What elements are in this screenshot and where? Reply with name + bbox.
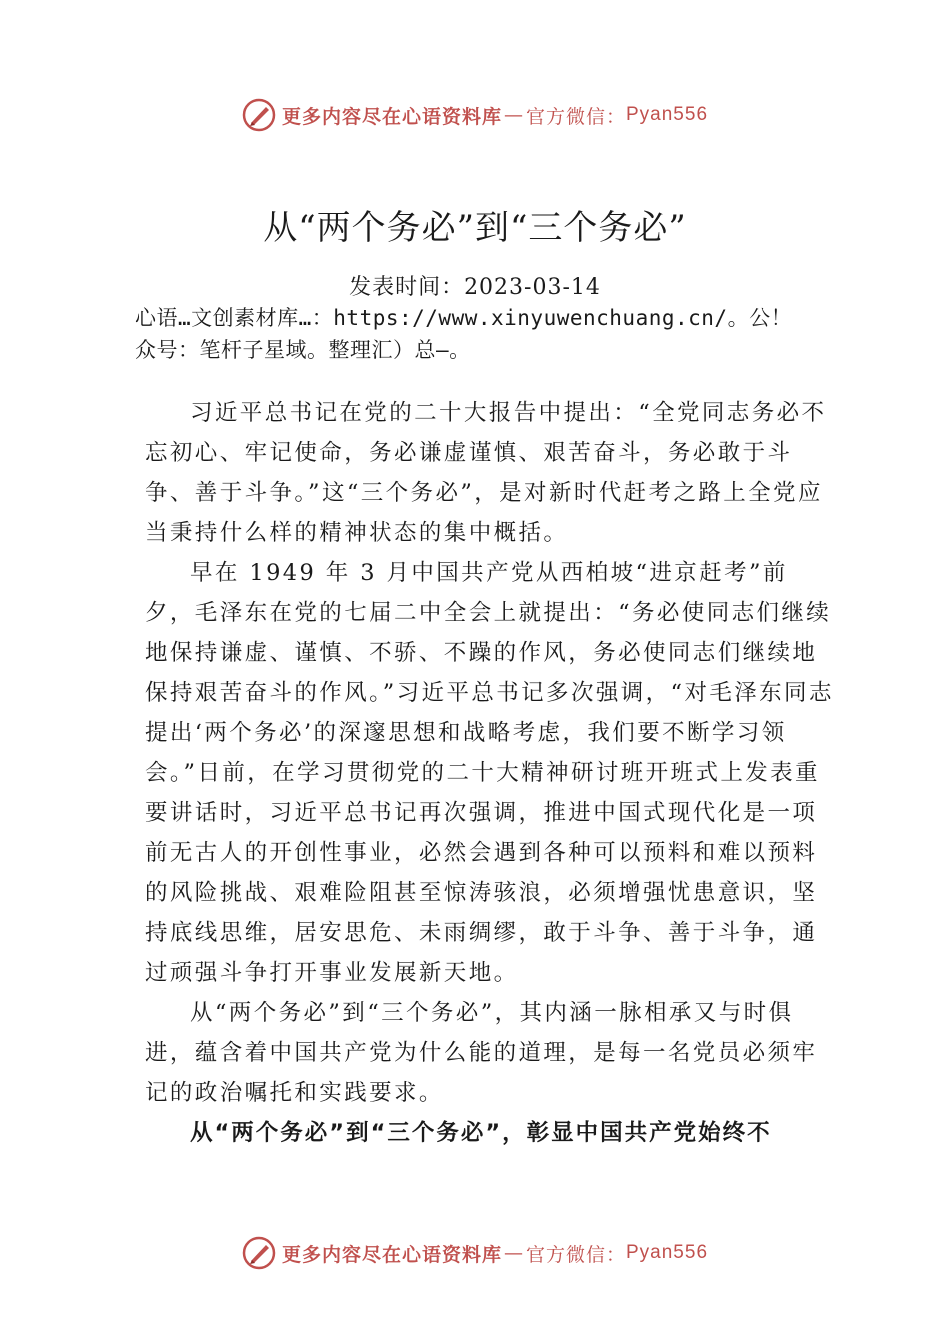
article-title: 从“两个务必”到“三个务必” [263, 208, 687, 248]
source-line: 心语…文创素材库…：https://www.xinyuwenchuang.cn/。公！ [135, 306, 793, 330]
watermark-footer [0, 1233, 950, 1273]
publish-date: 发表时间：2023-03-14 [349, 275, 601, 300]
watermark-header [0, 95, 950, 135]
section-heading: 从“两个务必”到“三个务必”，彰显中国共产党始终不 [190, 1120, 772, 1146]
watermark-separator: — [503, 1242, 524, 1264]
watermark-wechat-id: Pyan556 [626, 104, 709, 125]
watermark-brand: 更多内容尽在心语资料库 [281, 105, 502, 128]
paragraph: 从“两个务必”到“三个务必”，其内涵一脉相承又与时俱进，蕴含着中国共产党为什么能的道理，是每一名党员必须牢记的政治嘱托和实践要求。 [145, 1000, 818, 1106]
brush-logo-icon [242, 1236, 276, 1270]
paragraph: 习近平总书记在党的二十大报告中提出：“全党同志务必不忘初心、牢记使命，务必谦虚谨慎、艰苦奋斗，务必敢于斗争、善于斗争。”这“三个务必”，是对新时代赶考之路上全党应当秉持什么样的精神状态的集中概括。 [145, 400, 827, 546]
source-note [135, 302, 855, 366]
watermark-wechat-id: Pyan556 [626, 1242, 709, 1263]
article-body [145, 393, 835, 1153]
watermark-separator: — [503, 104, 524, 126]
brush-logo-icon [242, 98, 276, 132]
paragraph: 早在 1949 年 3 月中国共产党从西柏坡“进京赶考”前夕，毛泽东在党的七届二中全会上就提出：“务必使同志们继续地保持谦虚、谨慎、不骄、不躁的作风，务必使同志们继续地保持艰苦奋斗的作风。”习近平总书记多次强调，“对毛泽东同志提出‘两个务必’的深邃思想和战略考虑，我们要不断学习领会。”日前，在学习贯彻党的二十大精神研讨班开班式上发表重要讲话时，习近平总书记再次强调，推进中国式现代化是一项前无古人的开创性事业，必然会遇到各种可以预料和难以预料的风险挑战、艰难险阻甚至惊涛骇浪，必须增强忧患意识，坚持底线思维，居安思危、未雨绸缪，敢于斗争、善于斗争，通过顽强斗争打开事业发展新天地。 [145, 560, 834, 986]
source-line: 众号：笔杆子星域。整理汇）总—。 [135, 338, 471, 362]
watermark-suffix: 官方微信： [525, 1243, 626, 1266]
watermark-suffix: 官方微信： [525, 105, 626, 128]
watermark-brand: 更多内容尽在心语资料库 [281, 1243, 502, 1266]
